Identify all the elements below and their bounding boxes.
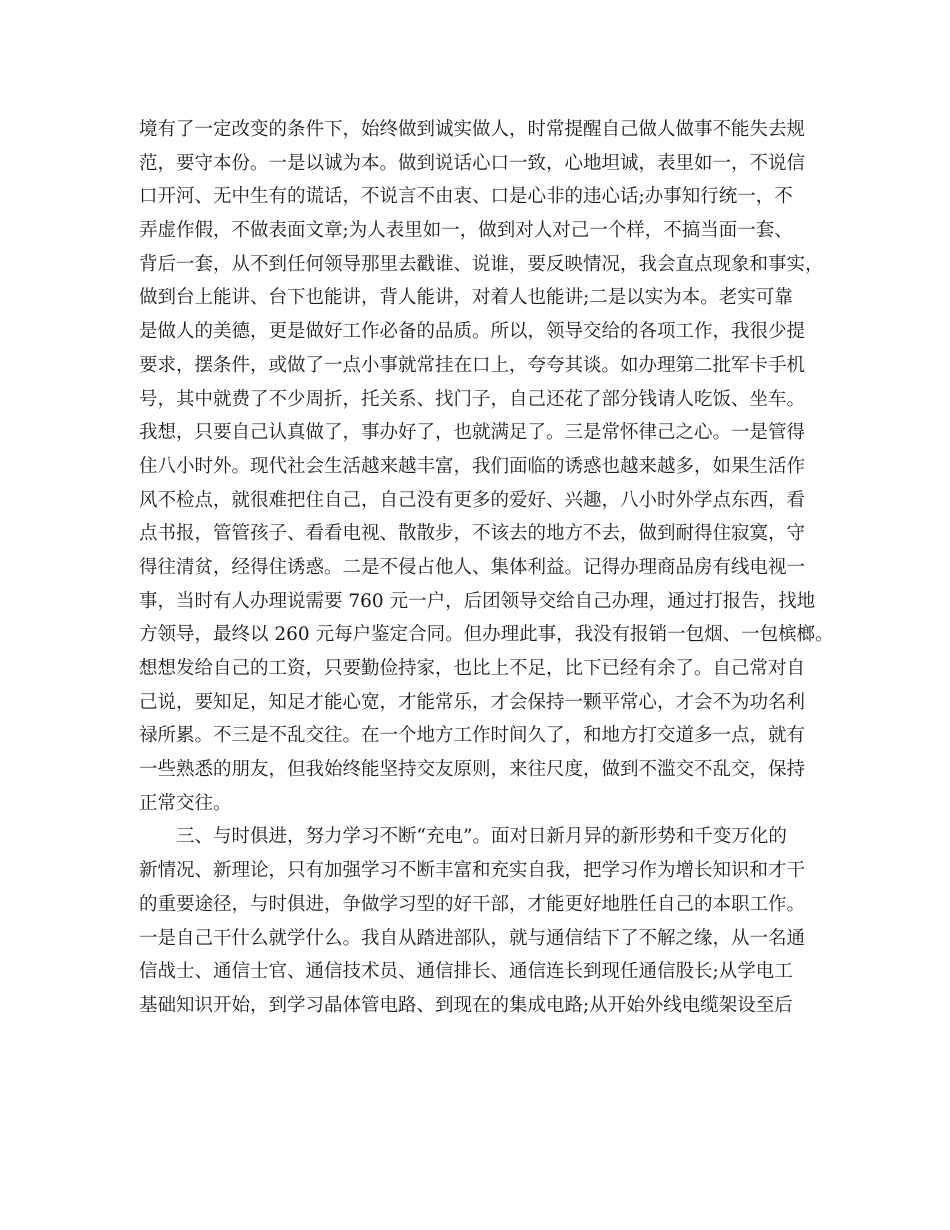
text-line: 风不检点，就很难把住自己，自己没有更多的爱好、兴趣，八小时外学点东西，看 — [139, 489, 806, 511]
text-line: 住八小时外。现代社会生活越来越丰富，我们面临的诱惑也越来越多，如果生活作 — [139, 455, 806, 477]
body-text — [139, 113, 834, 1023]
text-line: 一是自己干什么就学什么。我自从踏进部队，就与通信结下了不解之缘，从一名通 — [139, 927, 806, 949]
text-line: 方领导，最终以 260 元每户鉴定合同。但办理此事，我没有报销一包烟、一包槟榔。 — [139, 624, 834, 646]
text-line: 我想，只要自己认真做了，事办好了，也就满足了。三是常怀律己之心。一是管得 — [139, 422, 806, 444]
text-line: 一些熟悉的朋友，但我始终能坚持交友原则，来往尺度，做到不滥交不乱交，保持 — [139, 759, 806, 781]
text-line: 想想发给自己的工资，只要勤俭持家，也比上不足，比下已经有余了。自己常对自 — [139, 658, 806, 679]
text-line: 己说，要知足，知足才能心宽，才能常乐，才会保持一颗平常心，才会不为功名利 — [139, 691, 806, 713]
text-line: 范，要守本份。一是以诚为本。做到说话心口一致，心地坦诚，表里如一，不说信 — [139, 152, 806, 174]
text-line: 禄所累。不三是不乱交往。在一个地方工作时间久了，和地方打交道多一点，就有 — [139, 725, 806, 747]
text-line: 口开河、无中生有的谎话，不说言不由衷、口是心非的违心话;办事知行统一，不 — [139, 186, 793, 208]
text-line: 正常交往。 — [139, 792, 232, 814]
section-heading-line: 三、与时俱进，努力学习不断“充电”。面对日新月异的新形势和千变万化的 — [176, 826, 787, 848]
text-line: 新情况、新理论，只有加强学习不断丰富和充实自我，把学习作为增长知识和才干 — [139, 860, 806, 882]
text-line: 的重要途径，与时俱进，争做学习型的好干部，才能更好地胜任自己的本职工作。 — [139, 893, 806, 915]
text-line: 得往清贫，经得住诱惑。二是不侵占他人、集体利益。记得办理商品房有线电视一 — [139, 556, 806, 578]
text-line: 信战士、通信士官、通信技术员、通信排长、通信连长到现任通信股长;从学电工 — [139, 961, 793, 983]
text-line: 基础知识开始，到学习晶体管电路、到现在的集成电路;从开始外线电缆架设至后 — [139, 994, 793, 1016]
text-line: 是做人的美德，更是做好工作必备的品质。所以，领导交给的各项工作，我很少提 — [139, 321, 806, 343]
text-line: 点书报，管管孩子、看看电视、散散步，不该去的地方不去，做到耐得住寂寞，守 — [139, 523, 806, 545]
text-line: 事，当时有人办理说需要 760 元一户，后团领导交给自己办理，通过打报告，找地 — [139, 590, 816, 612]
text-line: 号，其中就费了不少周折，托关系、找门子，自己还花了部分钱请人吃饭、坐车。 — [139, 388, 806, 410]
text-line: 背后一套，从不到任何领导那里去戳谁、说谁，要反映情况，我会直点现象和事实， — [139, 253, 824, 275]
text-line: 弄虚作假，不做表面文章;为人表里如一，做到对人对己一个样，不搞当面一套、 — [139, 220, 793, 242]
text-line: 做到台上能讲、台下也能讲，背人能讲，对着人也能讲;二是以实为本。老实可靠 — [139, 287, 793, 309]
text-line: 要求，摆条件，或做了一点小事就常挂在口上，夸夸其谈。如办理第二批军卡手机 — [139, 354, 806, 376]
text-line: 境有了一定改变的条件下，始终做到诚实做人，时常提醒自己做人做事不能失去规 — [139, 119, 806, 140]
